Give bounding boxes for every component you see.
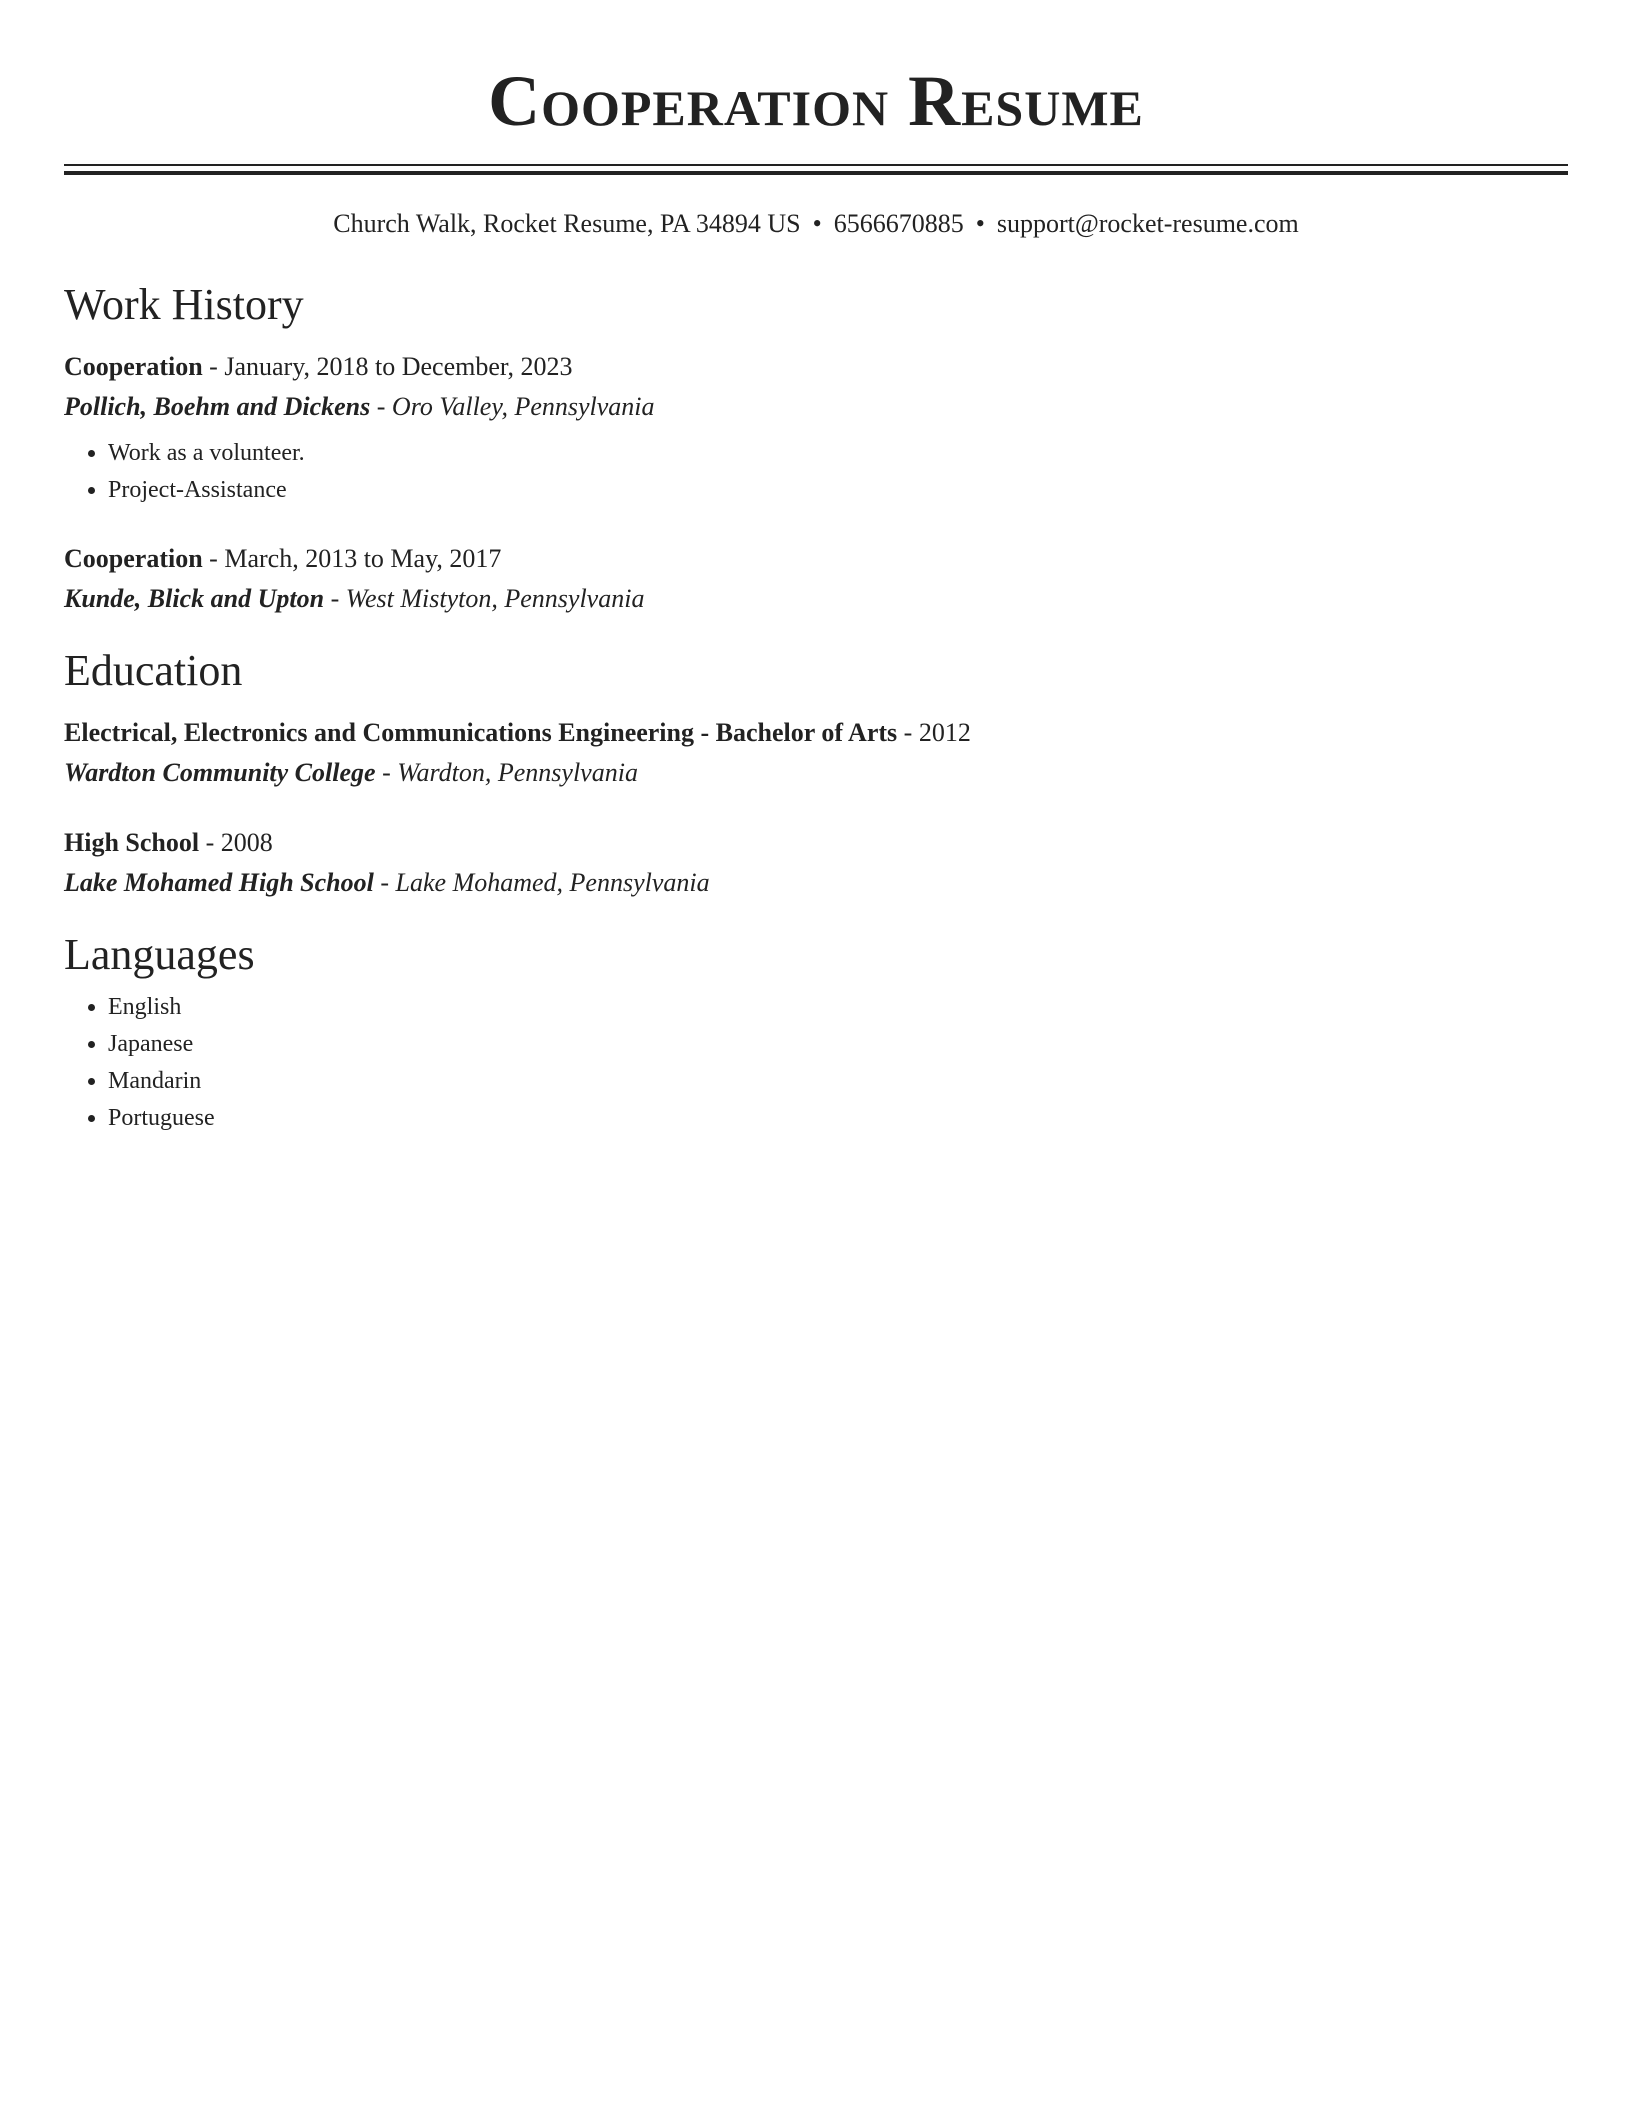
contact-line [64,207,1568,241]
list-item: • Work as a volunteer. [108,435,1568,472]
contact-separator: • [812,209,822,238]
title-double-rule [64,164,1568,175]
education-school: Wardton Community College [64,758,376,787]
contact-email: support@rocket-resume.com [996,209,1299,238]
work-position: Cooperation [64,352,203,381]
list-item: • Project-Assistance [108,472,1568,509]
work-location: Oro Valley, Pennsylvania [391,392,655,421]
work-dates: January, 2018 to December, 2023 [224,352,573,381]
work-employer: Kunde, Blick and Upton [64,584,325,613]
dash: - [380,868,390,897]
dash: - [382,758,391,787]
list-item: • English [108,989,1568,1026]
languages-heading: Languages [64,930,255,979]
education-school: Lake Mohamed High School [64,868,374,897]
list-item: • Japanese [108,1026,1568,1063]
education-year: 2008 [220,828,273,857]
education-year: 2012 [918,718,971,747]
work-location: West Mistyton, Pennsylvania [345,584,645,613]
work-employer-line [64,387,1568,427]
education-entry [64,713,1568,793]
contact-address: Church Walk, Rocket Resume, PA 34894 US [333,209,801,238]
work-employer-line [64,579,1568,619]
work-dates: March, 2013 to May, 2017 [224,544,502,573]
work-entry-title-line [64,347,1568,387]
list-item: • Portuguese [108,1100,1568,1137]
contact-separator: • [975,209,985,238]
education-location: Wardton, Pennsylvania [397,758,638,787]
education-degree-line [64,823,1568,863]
dash: - [903,718,913,747]
dash: - [209,544,218,573]
contact-phone: 6566670885 [833,209,964,238]
list-item: • Mandarin [108,1063,1568,1100]
education-degree: Electrical, Electronics and Communications Engineering - Bachelor of Arts [64,718,898,747]
work-employer: Pollich, Boehm and Dickens [64,392,371,421]
education-location: Lake Mohamed, Pennsylvania [395,868,710,897]
dash: - [205,828,215,857]
work-entry [64,347,1568,509]
education-entry [64,823,1568,903]
dash: - [330,584,340,613]
education-school-line [64,863,1568,903]
work-entry-title-line [64,539,1568,579]
work-position: Cooperation [64,544,203,573]
education-degree-line [64,713,1568,753]
dash: - [376,392,386,421]
education-heading: Education [64,646,243,695]
work-bullets [64,435,1568,509]
education-degree: High School [64,828,200,857]
dash: - [209,352,218,381]
resume-title: Cooperation Resume [488,61,1144,141]
languages-list [64,989,1568,1137]
work-entry [64,539,1568,619]
education-school-line [64,753,1568,793]
work-history-heading: Work History [64,280,304,329]
